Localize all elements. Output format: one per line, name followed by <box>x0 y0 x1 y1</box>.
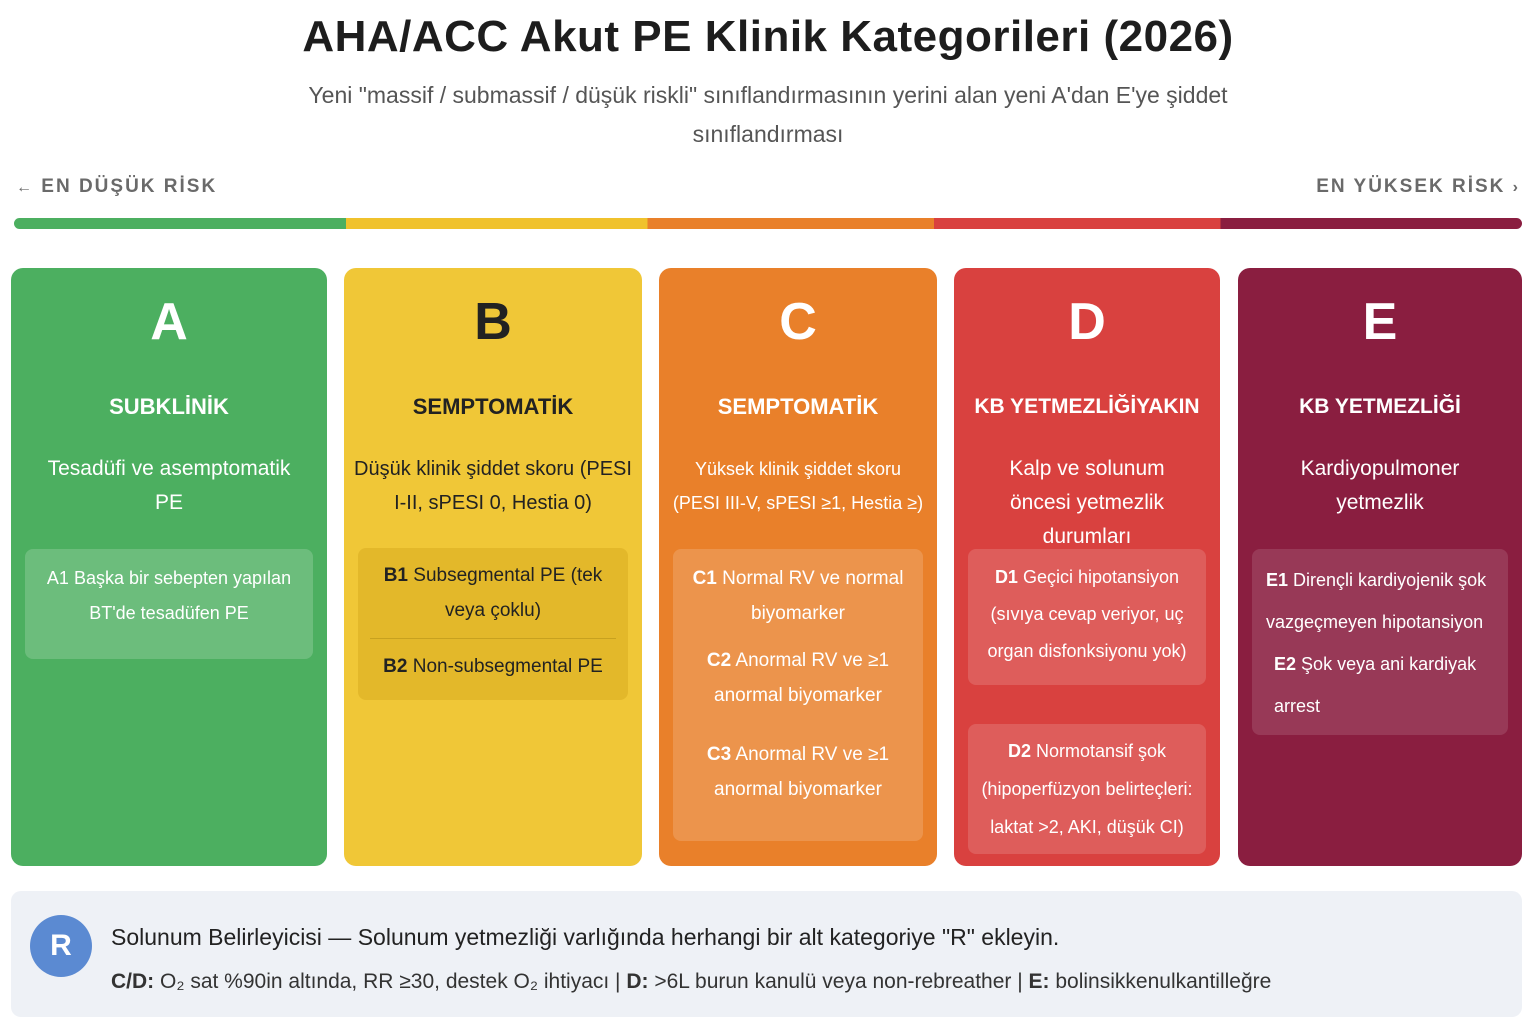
subcategory-box-d2 <box>968 724 1206 854</box>
category-description: Kalp ve solunum öncesi yetmezlik durumları <box>1009 457 1165 548</box>
criteria-d-label: D: <box>626 970 649 993</box>
subcategory-box <box>25 549 313 659</box>
category-heading: KB YETMEZLİĞİ <box>1299 395 1461 418</box>
subcategory-b2 <box>370 649 616 684</box>
subcategory-text: Başka bir sebepten yapılan BT'de tesadüfen PE <box>73 568 292 623</box>
category-heading: KB YETMEZLİĞİYAKIN <box>974 395 1200 418</box>
respiratory-modifier-panel <box>11 891 1522 1017</box>
category-description: Kardiyopulmoner yetmezlik <box>1300 457 1460 514</box>
category-description: Yüksek klinik şiddet skoru (PESI III-V, sPESI ≥1, Hestia ≥) <box>672 459 924 513</box>
subcategory-code: C2 <box>706 650 732 671</box>
subcategory-code: A1 <box>46 568 69 588</box>
respiratory-criteria <box>111 970 1271 994</box>
subcategory-text: Non-subsegmental PE <box>412 656 603 677</box>
subcategory-e1 <box>1266 559 1494 643</box>
category-card-c <box>659 268 937 866</box>
category-letter: C <box>779 293 817 351</box>
risk-high-text: EN YÜKSEK RİSK <box>1316 176 1506 197</box>
subcategory-b1 <box>370 558 616 628</box>
subcategory-text: Anormal RV ve ≥1 anormal biyomarker <box>714 744 890 800</box>
category-letter: A <box>150 293 188 351</box>
category-card-b <box>344 268 642 866</box>
category-card-d <box>954 268 1220 866</box>
page-subtitle: Yeni "massif / submassif / düşük riskli" sınıflandırmasının yerini alan yeni A'dan E'ye şiddet sınıflandırması <box>308 82 1228 147</box>
category-description: Tesadüfi ve asemptomatik PE <box>47 457 291 514</box>
subcategory-code: D1 <box>994 567 1018 587</box>
subcategory-e2 <box>1266 643 1494 727</box>
subcategory-code: B2 <box>383 656 408 677</box>
subcategory-box <box>673 549 923 841</box>
respiratory-badge-icon: R <box>30 915 92 977</box>
subcategory-text: Normotansif şok (hipoperfüzyon belirteçleri: laktat >2, AKI, düşük CI) <box>981 741 1193 837</box>
respiratory-modifier-description: — Solunum yetmezliği varlığında herhangi bir alt kategoriye "R" ekleyin. <box>321 924 1060 950</box>
subcategory-text: Subsegmental PE (tek veya çoklu) <box>413 565 603 621</box>
subcategory-code: D2 <box>1007 741 1031 761</box>
subcategory-text: Normal RV ve normal biyomarker <box>722 568 904 624</box>
respiratory-modifier-label: Solunum Belirleyicisi <box>111 924 322 950</box>
subcategory-text: Anormal RV ve ≥1 anormal biyomarker <box>714 650 890 706</box>
subcategory-box-d1 <box>968 549 1206 685</box>
category-letter: B <box>474 293 512 351</box>
subcategory-divider <box>370 638 616 639</box>
page-title: AHA/ACC Akut PE Klinik Kategorileri (2026) <box>302 12 1234 61</box>
criteria-e-text: bolinsikkenulkantilleğre <box>1049 970 1272 993</box>
category-card-e <box>1238 268 1522 866</box>
criteria-d-text: >6L burun kanulü veya non-rebreather | <box>648 970 1029 993</box>
subcategory-code: B1 <box>383 565 408 586</box>
category-description: Düşük klinik şiddet skoru (PESI I-II, sPESI 0, Hestia 0) <box>354 458 632 514</box>
subcategory-c3 <box>687 737 909 807</box>
risk-low-text: EN DÜŞÜK RİSK <box>41 176 218 197</box>
category-heading: SUBKLİNİK <box>109 394 229 419</box>
criteria-cd-text: O₂ sat %90in altında, RR ≥30, destek O₂ ihtiyacı | <box>154 970 627 993</box>
respiratory-modifier-text <box>111 924 1059 951</box>
category-letter: D <box>1068 293 1106 351</box>
subcategory-box <box>358 548 628 700</box>
category-letter: E <box>1362 293 1398 351</box>
subcategory-text: Şok veya ani kardiyak arrest <box>1274 654 1477 716</box>
category-heading: SEMPTOMATİK <box>412 394 574 419</box>
subcategory-text: Geçici hipotansiyon (sıvıya cevap veriyor, uç organ disfonksiyonu yok) <box>987 567 1187 661</box>
subcategory-code: C3 <box>706 744 732 765</box>
subcategory-code: E1 <box>1266 570 1289 590</box>
subcategory-code: C1 <box>692 568 717 589</box>
subcategory-text: Dirençli kardiyojenik şok vazgeçmeyen hipotansiyon <box>1266 570 1487 632</box>
subcategory-box <box>1252 549 1508 735</box>
subcategory-c1 <box>687 561 909 631</box>
criteria-e-label: E: <box>1028 970 1050 993</box>
category-card-a <box>11 268 327 866</box>
risk-high-label <box>1316 176 1520 198</box>
arrow-left-icon: ← <box>16 179 34 196</box>
category-heading: SEMPTOMATİK <box>717 394 879 419</box>
subcategory-c2 <box>687 643 909 713</box>
subcategory-code: E2 <box>1274 654 1297 674</box>
risk-gradient-bar <box>14 218 1522 229</box>
arrow-right-icon: › <box>1512 179 1520 196</box>
risk-low-label <box>16 176 217 198</box>
criteria-cd-label: C/D: <box>111 970 155 993</box>
